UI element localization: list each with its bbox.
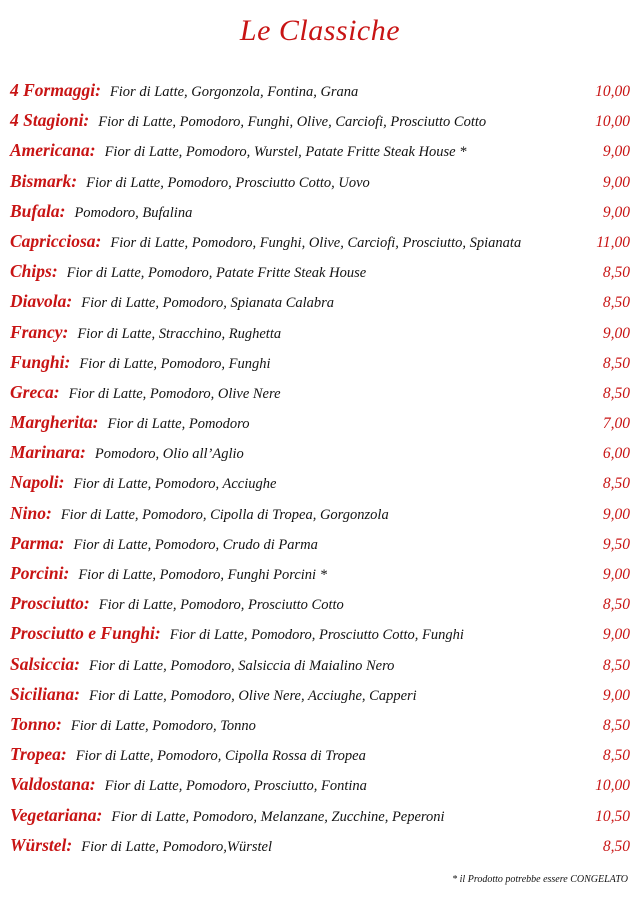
item-name: Würstel: [10,834,73,855]
item-ingredients: Fior di Latte, Stracchino, Rughetta [77,325,282,342]
menu-item-row [10,533,630,563]
item-price: 9,00 [602,566,630,583]
item-price: 6,00 [602,445,630,463]
item-price: 9,00 [602,173,630,191]
item-price: 11,00 [596,233,630,251]
menu-list [10,80,630,865]
menu-item-row [10,382,630,412]
item-name: Nino: [10,502,52,523]
item-ingredients: Fior di Latte, Gorgonzola, Fontina, Grana [109,84,359,100]
item-name: Vegetariana: [10,804,103,825]
item-name: Bufala: [10,200,66,221]
item-name: Tonno: [10,713,62,734]
item-name: Americana: [10,140,96,161]
menu-item-row [10,201,630,231]
item-ingredients: Fior di Latte, Pomodoro, Funghi [79,355,271,372]
menu-item-row [10,322,630,352]
item-name: Porcini: [10,563,70,583]
item-price: 8,50 [602,656,630,674]
menu-item-row [10,714,630,744]
menu-item-row [10,593,630,623]
menu-item-row [10,805,630,835]
item-ingredients: Fior di Latte, Pomodoro, Olive Nere, Acciughe, Capperi [89,687,417,704]
menu-item-row [10,774,630,804]
page-title: Le Classiche [239,14,401,47]
item-ingredients: Fior di Latte, Pomodoro, Olive Nere [68,385,281,402]
menu-item-row [10,291,630,321]
item-price: 9,00 [602,324,630,342]
menu-item-row [10,563,630,593]
menu-item-row [10,472,630,502]
item-name: Diavola: [10,291,73,312]
item-ingredients: Fior di Latte, Pomodoro, Prosciutto Cotto [98,597,344,614]
item-ingredients: Fior di Latte, Pomodoro, Funghi Porcini * [78,567,327,583]
item-name: Marinara: [10,442,86,463]
item-price: 8,50 [602,354,630,372]
menu-item-row [10,231,630,261]
item-ingredients: Fior di Latte, Pomodoro, Tonno [70,717,256,734]
item-name: Napoli: [10,472,65,493]
item-ingredients: Fior di Latte, Pomodoro, Patate Fritte Steak House [66,265,367,282]
menu-item-row [10,503,630,533]
item-price: 9,50 [602,535,630,553]
item-ingredients: Fior di Latte, Pomodoro, Cipolla di Tropea, Gorgonzola [60,506,389,523]
item-price: 9,00 [602,686,630,704]
item-price: 7,00 [602,415,630,433]
item-price: 10,00 [595,83,630,100]
item-ingredients: Fior di Latte, Pomodoro, Wurstel, Patate Fritte Steak House * [104,144,467,161]
menu-item-row [10,261,630,291]
item-ingredients: Fior di Latte, Pomodoro, Salsiccia di Maialino Nero [89,657,395,674]
item-ingredients: Fior di Latte, Pomodoro, Spianata Calabra [81,295,335,312]
item-ingredients: Fior di Latte, Pomodoro, Melanzane, Zucchine, Peperoni [111,808,445,825]
item-name: Funghi: [10,351,71,372]
item-name: Valdostana: [10,774,96,795]
menu-item-row [10,623,630,653]
item-name: Greca: [10,381,60,402]
menu-item-row [10,442,630,472]
item-name: Capricciosa: [10,230,102,251]
menu-item-row [10,412,630,442]
item-name: Prosciutto e Funghi: [10,623,161,644]
item-ingredients: Fior di Latte, Pomodoro, Cipolla Rossa di Tropea [75,748,366,765]
item-name: 4 Formaggi: [10,80,101,100]
item-name: Parma: [10,532,65,553]
item-ingredients: Fior di Latte, Pomodoro, Prosciutto Cotto, Funghi [169,627,464,644]
item-price: 10,50 [595,807,630,825]
item-ingredients: Fior di Latte, Pomodoro,Würstel [81,838,273,855]
item-name: 4 Stagioni: [10,110,90,131]
item-name: Bismark: [10,170,78,191]
menu-item-row [10,835,630,865]
item-ingredients: Fior di Latte, Pomodoro [107,416,250,433]
item-price: 9,00 [602,626,630,644]
item-price: 9,00 [602,143,630,161]
menu-item-row [10,744,630,774]
item-price: 10,00 [595,113,630,131]
menu-item-row [10,110,630,140]
item-ingredients: Fior di Latte, Pomodoro, Prosciutto, Fontina [104,778,367,795]
item-name: Prosciutto: [10,593,90,614]
item-price: 9,00 [602,203,630,221]
item-ingredients: Pomodoro, Bufalina [74,204,193,221]
item-name: Chips: [10,261,58,282]
item-price: 8,50 [602,716,630,734]
item-name: Margherita: [10,412,99,433]
frozen-product-footnote: * il Prodotto potrebbe essere CONGELATO [452,873,628,885]
item-ingredients: Pomodoro, Olio all’Aglio [94,446,244,463]
menu-item-row [10,352,630,382]
item-price: 8,50 [602,837,630,855]
item-ingredients: Fior di Latte, Pomodoro, Funghi, Olive, Carciofi, Prosciutto, Spianata [110,234,522,251]
item-ingredients: Fior di Latte, Pomodoro, Prosciutto Cotto, Uovo [86,174,370,191]
item-ingredients: Fior di Latte, Pomodoro, Funghi, Olive, Carciofi, Prosciutto Cotto [98,114,487,131]
item-price: 8,50 [602,384,630,402]
menu-item-row [10,654,630,684]
menu-item-row [10,684,630,714]
item-name: Siciliana: [10,683,81,704]
menu-item-row [10,171,630,201]
item-name: Francy: [10,321,69,342]
item-price: 8,50 [602,747,630,765]
item-price: 8,50 [602,475,630,493]
item-price: 9,00 [602,505,630,523]
item-price: 8,50 [602,596,630,614]
menu-item-row [10,80,630,110]
menu-item-row [10,140,630,170]
item-ingredients: Fior di Latte, Pomodoro, Crudo di Parma [73,536,318,553]
item-price: 8,50 [602,294,630,312]
item-price: 8,50 [602,264,630,282]
item-price: 10,00 [595,777,630,795]
item-name: Salsiccia: [10,653,80,674]
item-ingredients: Fior di Latte, Pomodoro, Acciughe [73,476,277,493]
item-name: Tropea: [10,744,67,765]
